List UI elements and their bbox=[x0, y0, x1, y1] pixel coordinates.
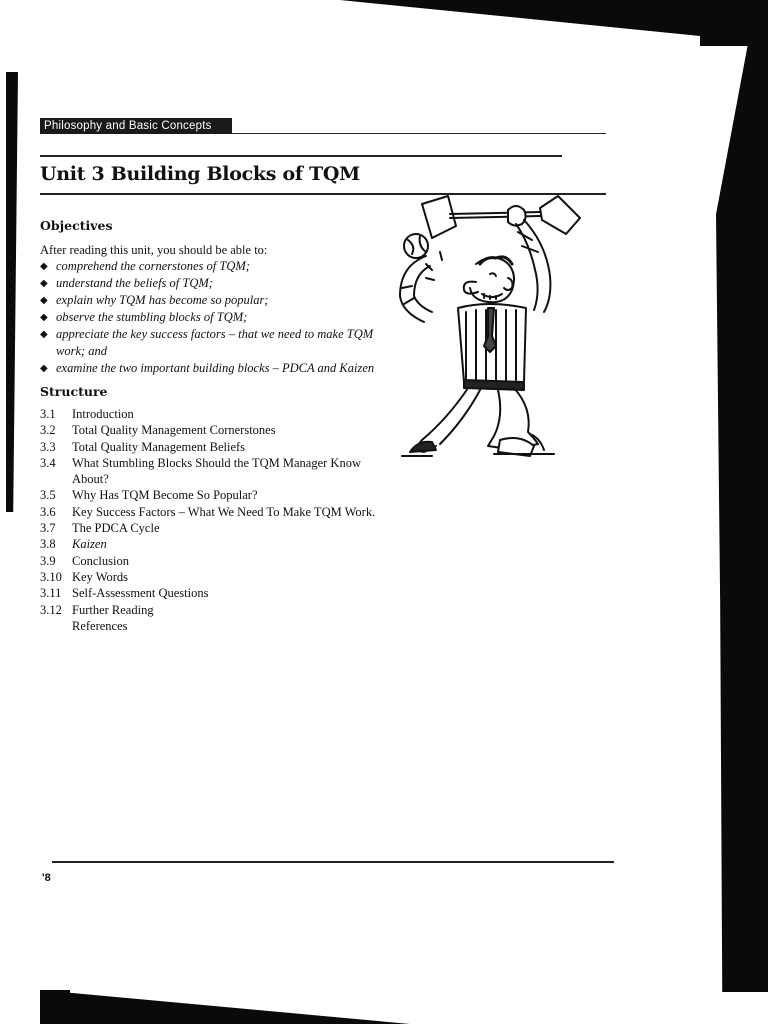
list-item bbox=[40, 504, 380, 520]
item-number: 3.8 bbox=[40, 537, 56, 552]
structure-list bbox=[40, 406, 380, 634]
footer-rule bbox=[52, 861, 614, 863]
man-with-sledgehammer-icon bbox=[390, 190, 590, 460]
list-item bbox=[40, 439, 380, 455]
item-number: 3.10 bbox=[40, 569, 62, 584]
objectives-list bbox=[40, 258, 380, 377]
item-number: 3.12 bbox=[40, 602, 62, 617]
scan-border-top bbox=[340, 0, 760, 42]
list-item bbox=[40, 360, 380, 377]
item-number: 3.4 bbox=[40, 455, 56, 470]
item-text: Introduction bbox=[72, 407, 134, 421]
page-title: Unit 3 Building Blocks of TQM bbox=[40, 163, 360, 185]
item-number: 3.2 bbox=[40, 423, 56, 438]
objective-text: comprehend the cornerstones of TQM; bbox=[56, 259, 250, 273]
item-text: Further Reading bbox=[72, 602, 154, 617]
objective-text: appreciate the key success factors – that we need to make TQM work; and bbox=[56, 327, 374, 358]
item-text: The PDCA Cycle bbox=[72, 521, 160, 536]
list-item bbox=[40, 536, 380, 552]
item-number: 3.6 bbox=[40, 504, 56, 519]
item-text: Kaizen bbox=[72, 537, 107, 552]
item-text: Conclusion bbox=[72, 553, 129, 568]
diamond-bullet-icon: ◆ bbox=[40, 329, 48, 340]
list-item bbox=[40, 422, 380, 438]
scan-border-left bbox=[6, 72, 18, 512]
objective-text: explain why TQM has become so popular; bbox=[56, 293, 269, 307]
objectives-heading: Objectives bbox=[40, 218, 113, 233]
section-label: Philosophy and Basic Concepts bbox=[40, 118, 232, 134]
list-item bbox=[40, 553, 380, 569]
item-number: 3.7 bbox=[40, 521, 56, 536]
item-text: Total Quality Management Cornerstones bbox=[72, 423, 276, 438]
item-text: What Stumbling Blocks Should the TQM Manager Know About? bbox=[72, 455, 361, 487]
item-number: 3.5 bbox=[40, 488, 56, 503]
list-item bbox=[40, 275, 380, 292]
objective-text: understand the beliefs of TQM; bbox=[56, 276, 213, 290]
item-text: Key Words bbox=[72, 569, 129, 584]
scan-border-right bbox=[716, 20, 768, 992]
item-text: Why Has TQM Become So Popular? bbox=[72, 488, 258, 503]
diamond-bullet-icon: ◆ bbox=[40, 278, 48, 289]
list-item bbox=[40, 258, 380, 275]
title-rule-top bbox=[40, 155, 562, 157]
list-item bbox=[40, 309, 380, 326]
item-text: References bbox=[72, 618, 128, 633]
item-number: 3.1 bbox=[40, 407, 56, 421]
list-item bbox=[40, 585, 380, 601]
item-text: Total Quality Management Beliefs bbox=[72, 439, 246, 454]
diamond-bullet-icon: ◆ bbox=[40, 312, 48, 323]
list-item bbox=[40, 455, 380, 488]
list-item bbox=[40, 487, 380, 503]
item-text: Self-Assessment Questions bbox=[72, 586, 209, 601]
header-rule bbox=[232, 133, 606, 134]
list-item bbox=[40, 618, 380, 634]
list-item bbox=[40, 326, 380, 360]
list-item bbox=[40, 602, 380, 618]
diamond-bullet-icon: ◆ bbox=[40, 295, 48, 306]
list-item bbox=[40, 406, 380, 422]
diamond-bullet-icon: ◆ bbox=[40, 363, 48, 374]
item-number: 3.3 bbox=[40, 439, 56, 454]
list-item bbox=[40, 569, 380, 585]
item-text: Key Success Factors – What We Need To Make TQM Work. bbox=[72, 504, 376, 519]
structure-heading: Structure bbox=[40, 384, 108, 399]
objective-text: examine the two important building blocks – PDCA and Kaizen bbox=[56, 361, 375, 375]
scan-border-bottom bbox=[40, 990, 410, 1024]
objective-text: observe the stumbling blocks of TQM; bbox=[56, 310, 248, 324]
scan-border-bottom-corner bbox=[40, 990, 70, 1024]
list-item bbox=[40, 292, 380, 309]
item-number: 3.9 bbox=[40, 553, 56, 568]
objectives-intro: After reading this unit, you should be able to: bbox=[40, 243, 268, 257]
diamond-bullet-icon: ◆ bbox=[40, 261, 48, 272]
item-number: 3.11 bbox=[40, 586, 62, 601]
page-number: '8 bbox=[42, 872, 51, 884]
list-item bbox=[40, 520, 380, 536]
